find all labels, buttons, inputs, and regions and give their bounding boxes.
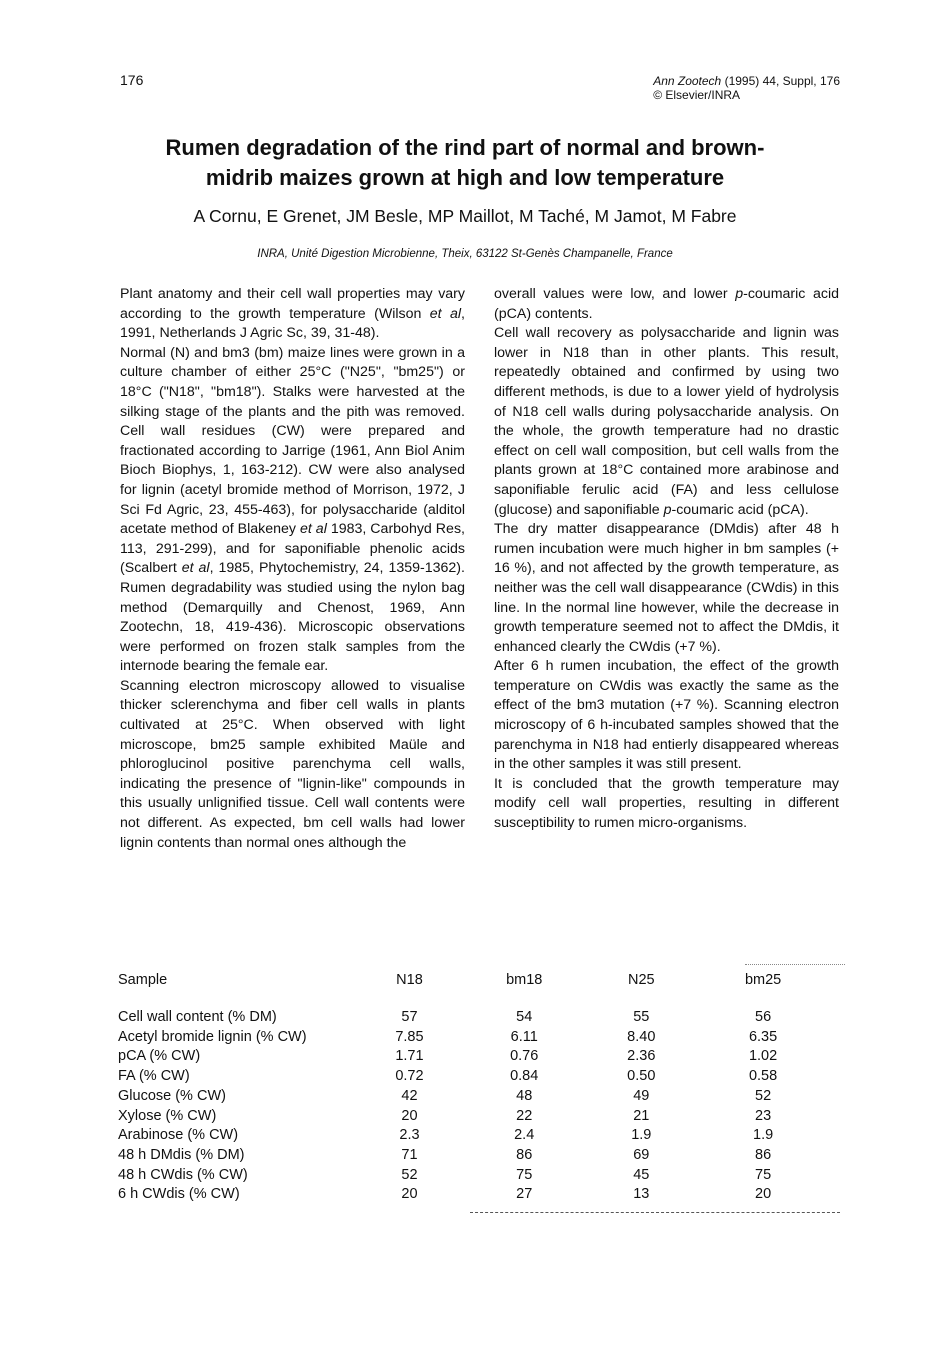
table-cell: 0.76 [510, 1048, 539, 1065]
row-label: pCA (% CW) [118, 1048, 201, 1065]
table-cell: 1.71 [395, 1048, 424, 1065]
table-cell: 69 [633, 1146, 650, 1163]
text-run: et al [299, 521, 327, 538]
table-cell: 1.9 [631, 1127, 652, 1144]
table-row [118, 1028, 830, 1048]
text-run: Plant anatomy and their cell wall properties may vary according to the growth temperature (Wilson [120, 286, 465, 322]
paragraph: Scanning electron microscopy allowed to visualise thicker sclerenchyma and fiber cell walls in plants cultivated at 25°C. When observed with light microscope, bm25 sample exhibited Maüle and phloroglucinol positive parenchyma cell walls, indicating the presence of "lignin-like" compounds in this usually unlignified tissue. Cell wall contents were not different. As expected, bm cell walls had lower lignin contents than normal ones although the [120, 677, 465, 851]
table-cell: 45 [633, 1166, 650, 1183]
table-row [118, 1146, 830, 1166]
paper-title [100, 133, 830, 193]
table-cell: 0.84 [510, 1068, 539, 1085]
table-cell: 86 [755, 1146, 772, 1163]
table-row [118, 998, 830, 1028]
journal-citation [653, 74, 840, 102]
table-cell: 8.40 [627, 1028, 656, 1045]
table-row [118, 1087, 830, 1107]
table-cell: 75 [516, 1166, 533, 1183]
row-label: FA (% CW) [118, 1068, 190, 1085]
column-header: N18 [396, 972, 423, 988]
row-label: Xylose (% CW) [118, 1107, 217, 1124]
column-header: bm25 [744, 972, 782, 988]
column-header: bm18 [506, 972, 543, 988]
table-cell: 52 [755, 1087, 772, 1104]
table-cell: 20 [401, 1107, 418, 1124]
affiliation: INRA, Unité Digestion Microbienne, Theix, 63122 St-Genès Champanelle, France [257, 248, 673, 260]
text-run: overall values were low, and lower [494, 286, 736, 302]
paragraph: After 6 h rumen incubation, the effect of the growth temperature on CWdis was exactly the same as the effect of the bm3 mutation (+7 %). Scanning electron microscopy of 6 h-incubated samples showed that the parenchyma in N18 had entierly disappeared whereas in the other samples it was still present. [494, 658, 839, 773]
left-column [120, 285, 465, 853]
table-cell: 1.9 [753, 1127, 774, 1144]
table-cell: 27 [516, 1186, 533, 1203]
table-row [118, 1107, 830, 1127]
table-header-row [118, 972, 830, 998]
row-label: Arabinose (% CW) [118, 1127, 239, 1144]
text-run: , 1991, Netherlands J Agric Sc, 39, 31-48). [120, 305, 465, 342]
table-cell: 42 [401, 1087, 418, 1104]
row-label: 6 h CWdis (% CW) [118, 1186, 240, 1203]
text-run: Cell wall recovery as polysaccharide and lignin was lower in N18 than in other plants. This result, repeatedly obtained and confirmed by using two different methods, is due to a lower yield of hydrolysis of N18 cell walls during polysaccharide analysis. On the whole, the growth temperature had no drastic effect on cell wall composition, but cell walls from the plants grown at 18°C contained more arabinose and saponifiable ferulic acid (FA) and less cellulose (glucose) and saponifiable [494, 325, 839, 518]
table-row [118, 1067, 830, 1087]
page-number: 176 [120, 72, 144, 88]
table-cell: 2.4 [514, 1127, 535, 1144]
text-run: , 1985, Phytochemistry, 24, 1359-1362). Rumen degradability was studied using the nylon bag method (Demarquilly and Chenost, 1969, Ann Zootechn, 18, 419-436). Microscopic observations were performed on frozen stalk samples from the internode bearing the female ear. [120, 560, 465, 675]
table-cell: 86 [516, 1146, 533, 1163]
table-top-rule [745, 964, 845, 965]
table-cell: 49 [633, 1087, 650, 1104]
table-bottom-rule [470, 1212, 840, 1213]
results-table [118, 972, 830, 1205]
title-line: Rumen degradation of the rind part of normal and brown- [165, 135, 765, 160]
table-cell: 6.11 [510, 1028, 538, 1045]
table-cell: 6.35 [748, 1028, 778, 1045]
journal-name: Ann Zootech [653, 74, 722, 88]
text-run: p [663, 501, 672, 518]
copyright-line: © Elsevier/INRA [653, 88, 741, 102]
text-run: Normal (N) and bm3 (bm) maize lines were grown in a culture chamber of either 25°C ("N25", "bm25") or 18°C ("N18", "bm18"). Stalks were harvested at the silking stage of the plants and the pith was removed. Cell wall residues (CW) were prepared and fractionated according to Jarrige (1961, Ann Biol Anim Bioch Biophys, 1, 163-212). CW were also analysed for lignin (acetyl bromide method of Morrison, 1972, J Sci Fd Agric, 23, 455-463), for polysaccharide (alditol acetate method of Blakeney [120, 344, 465, 538]
table-cell: 2.36 [627, 1048, 656, 1065]
paragraph [494, 285, 839, 324]
author-list: A Cornu, E Grenet, JM Besle, MP Maillot, M Taché, M Jamot, M Fabre [193, 206, 737, 226]
table-cell: 55 [633, 1009, 650, 1025]
row-label: Glucose (% CW) [118, 1087, 226, 1104]
title-line: midrib maizes grown at high and low temperature [205, 165, 725, 190]
paragraph: The dry matter disappearance (DMdis) after 48 h rumen incubation were much higher in bm samples (+ 16 %), and not affected by the growth temperature, as neither was the cell wall disappearance (CWdis) in this line. In the normal line however, while the decrease in growth temperature seemed not to affect the DMdis, it enhanced clearly the CWdis (+7 %). [494, 521, 839, 655]
column-header: Sample [118, 972, 168, 988]
table-cell: 23 [755, 1107, 772, 1124]
row-label: 48 h CWdis (% CW) [118, 1166, 248, 1183]
table-cell: 1.02 [748, 1048, 778, 1065]
table-row [118, 1166, 830, 1186]
table-cell: 20 [401, 1186, 418, 1203]
table-row [118, 1047, 830, 1067]
journal-volume: (1995) 44, Suppl, 176 [721, 74, 840, 88]
text-run: 1983, Carbohyd Res, 113, 291-299), and for saponifiable phenolic acids (Scalbert [120, 521, 465, 577]
table-cell: 75 [755, 1166, 772, 1183]
table-cell: 0.50 [627, 1068, 656, 1085]
table-cell: 2.3 [399, 1127, 420, 1144]
table-row [118, 1185, 830, 1205]
table-cell: 22 [516, 1107, 533, 1124]
paragraph [120, 285, 465, 344]
table-cell: 21 [633, 1107, 650, 1124]
text-run: et al [181, 560, 210, 577]
text-run: et al [429, 305, 462, 322]
row-label: Acetyl bromide lignin (% CW) [118, 1028, 307, 1045]
table-cell: 57 [401, 1009, 418, 1025]
right-column [494, 285, 839, 834]
column-header: N25 [627, 972, 655, 988]
text-run: -coumaric acid (pCA) contents. [494, 286, 840, 322]
table-cell: 56 [755, 1009, 772, 1025]
table-cell: 54 [516, 1009, 533, 1025]
text-run: -coumaric acid (pCA). [671, 501, 809, 518]
text-run: p [735, 286, 744, 302]
table-row [118, 1126, 830, 1146]
row-label: Cell wall content (% DM) [118, 1009, 277, 1025]
paragraph [494, 324, 839, 520]
table-cell: 0.72 [395, 1068, 424, 1085]
table-cell: 0.58 [748, 1068, 778, 1085]
paragraph [120, 344, 465, 677]
paragraph: It is concluded that the growth temperature may modify cell wall properties, resulting in different susceptibility to rumen micro-organisms. [494, 775, 839, 832]
table-cell: 20 [755, 1186, 772, 1203]
table-cell: 52 [401, 1166, 418, 1183]
table-cell: 71 [401, 1146, 418, 1163]
table-cell: 7.85 [395, 1028, 424, 1045]
table-cell: 48 [516, 1087, 533, 1104]
row-label: 48 h DMdis (% DM) [118, 1146, 245, 1163]
table-cell: 13 [633, 1186, 650, 1203]
